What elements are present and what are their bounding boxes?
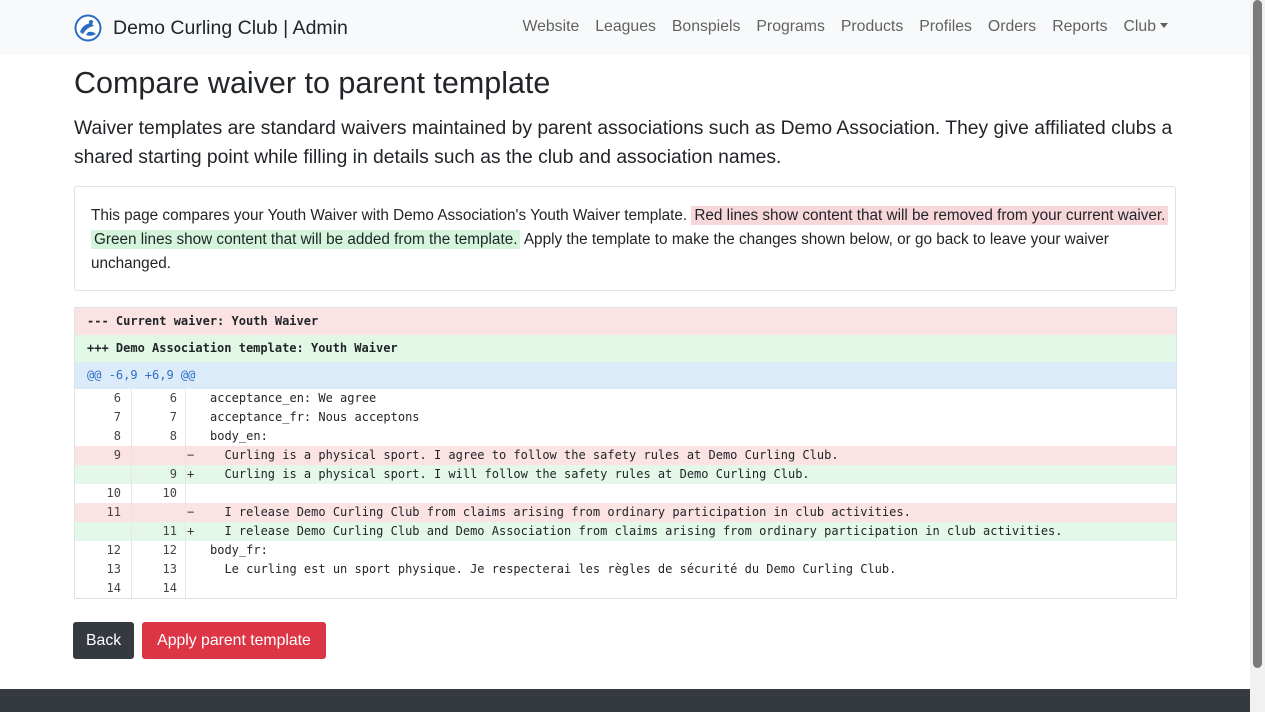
diff-line-context <box>75 389 1176 408</box>
diff-code: Le curling est un sport physique. Je respecterai les règles de sécurité du Demo Curling Club. <box>210 562 897 576</box>
diff-line-removed <box>75 446 1176 465</box>
diff-line-context <box>75 579 1176 598</box>
caret-down-icon <box>1160 23 1168 28</box>
waiver-diff <box>74 307 1177 599</box>
diff-line-context <box>75 427 1176 446</box>
brand-link[interactable] <box>74 13 348 43</box>
back-button[interactable]: Back <box>73 622 134 659</box>
diff-gutter-divider <box>185 389 186 598</box>
diff-lines <box>75 389 1176 598</box>
nav-item-club-dropdown[interactable] <box>1124 18 1169 36</box>
page-title: Compare waiver to parent template <box>74 66 551 100</box>
diff-code: acceptance_fr: Nous acceptons <box>210 410 420 424</box>
info-green-note: Green lines show content that will be added from the template. <box>91 230 520 249</box>
old-line-number: 9 <box>113 448 121 462</box>
new-line-number: 11 <box>162 524 177 538</box>
nav-item-website[interactable]: Website <box>522 18 580 35</box>
diff-code: body_fr: <box>210 543 268 557</box>
scrollbar-thumb[interactable] <box>1253 0 1262 668</box>
brand-name: Demo Curling Club | Admin <box>113 16 348 39</box>
diff-line-removed <box>75 503 1176 522</box>
new-line-number: 10 <box>162 486 177 500</box>
diff-line-context <box>75 541 1176 560</box>
diff-line-added <box>75 522 1176 541</box>
new-line-number: 14 <box>162 581 177 595</box>
info-red-note: Red lines show content that will be removed from your current waiver. <box>691 206 1168 225</box>
diff-code: body_en: <box>210 429 268 443</box>
diff-hunk-header: @@ -6,9 +6,9 @@ <box>75 362 1176 389</box>
nav-item-orders[interactable]: Orders <box>987 18 1037 35</box>
old-line-number: 14 <box>106 581 121 595</box>
nav-item-club-label: Club <box>1123 18 1156 35</box>
diff-gutter-divider <box>131 389 132 598</box>
curling-stone-logo-icon <box>74 14 102 42</box>
nav-item-products[interactable]: Products <box>840 18 904 35</box>
top-navbar <box>0 0 1250 55</box>
nav-item-bonspiels[interactable]: Bonspiels <box>671 18 741 35</box>
diff-marker: + <box>187 524 195 538</box>
comparison-info-text <box>91 204 1169 276</box>
nav-item-programs[interactable]: Programs <box>756 18 825 35</box>
new-line-number: 6 <box>169 391 177 405</box>
nav-item-reports[interactable]: Reports <box>1052 18 1108 35</box>
old-line-number: 11 <box>106 505 121 519</box>
diff-line-context <box>75 484 1176 503</box>
new-line-number: 13 <box>162 562 177 576</box>
page-lead: Waiver templates are standard waivers maintained by parent associations such as Demo Association. They give affiliated clubs a shared starting point while filling in details such as the club and association names. <box>74 118 1173 168</box>
old-line-number: 10 <box>106 486 121 500</box>
comparison-info-card <box>74 186 1176 291</box>
nav-menu <box>506 18 1168 36</box>
diff-marker: − <box>187 505 195 519</box>
nav-item-leagues[interactable]: Leagues <box>595 18 656 35</box>
old-line-number: 7 <box>113 410 121 424</box>
apply-parent-template-button[interactable]: Apply parent template <box>142 622 326 659</box>
diff-code: acceptance_en: We agree <box>210 391 377 405</box>
vertical-scrollbar[interactable] <box>1250 0 1265 712</box>
diff-line-context <box>75 560 1176 579</box>
diff-code: I release Demo Curling Club and Demo Association from claims arising from ordinary participation in club activities. <box>210 524 1063 538</box>
new-line-number: 7 <box>169 410 177 424</box>
new-line-number: 12 <box>162 543 177 557</box>
diff-marker: + <box>187 467 195 481</box>
old-line-number: 12 <box>106 543 121 557</box>
info-outro: Apply the template to make the changes shown below, or go back to leave your waiver unchanged. <box>91 231 1109 272</box>
new-line-number: 8 <box>169 429 177 443</box>
diff-line-added <box>75 465 1176 484</box>
nav-item-profiles[interactable]: Profiles <box>919 18 972 35</box>
diff-code: Curling is a physical sport. I will follow the safety rules at Demo Curling Club. <box>210 467 810 481</box>
diff-code: Curling is a physical sport. I agree to follow the safety rules at Demo Curling Club. <box>210 448 839 462</box>
page-footer <box>0 689 1250 712</box>
old-line-number: 8 <box>113 429 121 443</box>
old-line-number: 6 <box>113 391 121 405</box>
diff-marker: − <box>187 448 195 462</box>
info-intro: This page compares your Youth Waiver with Demo Association's Youth Waiver template. <box>91 207 688 224</box>
new-line-number: 9 <box>169 467 177 481</box>
diff-code: I release Demo Curling Club from claims arising from ordinary participation in club activities. <box>210 505 911 519</box>
diff-line-context <box>75 408 1176 427</box>
diff-old-header: --- Current waiver: Youth Waiver <box>75 308 1176 335</box>
old-line-number: 13 <box>106 562 121 576</box>
diff-new-header: +++ Demo Association template: Youth Waiver <box>75 335 1176 362</box>
